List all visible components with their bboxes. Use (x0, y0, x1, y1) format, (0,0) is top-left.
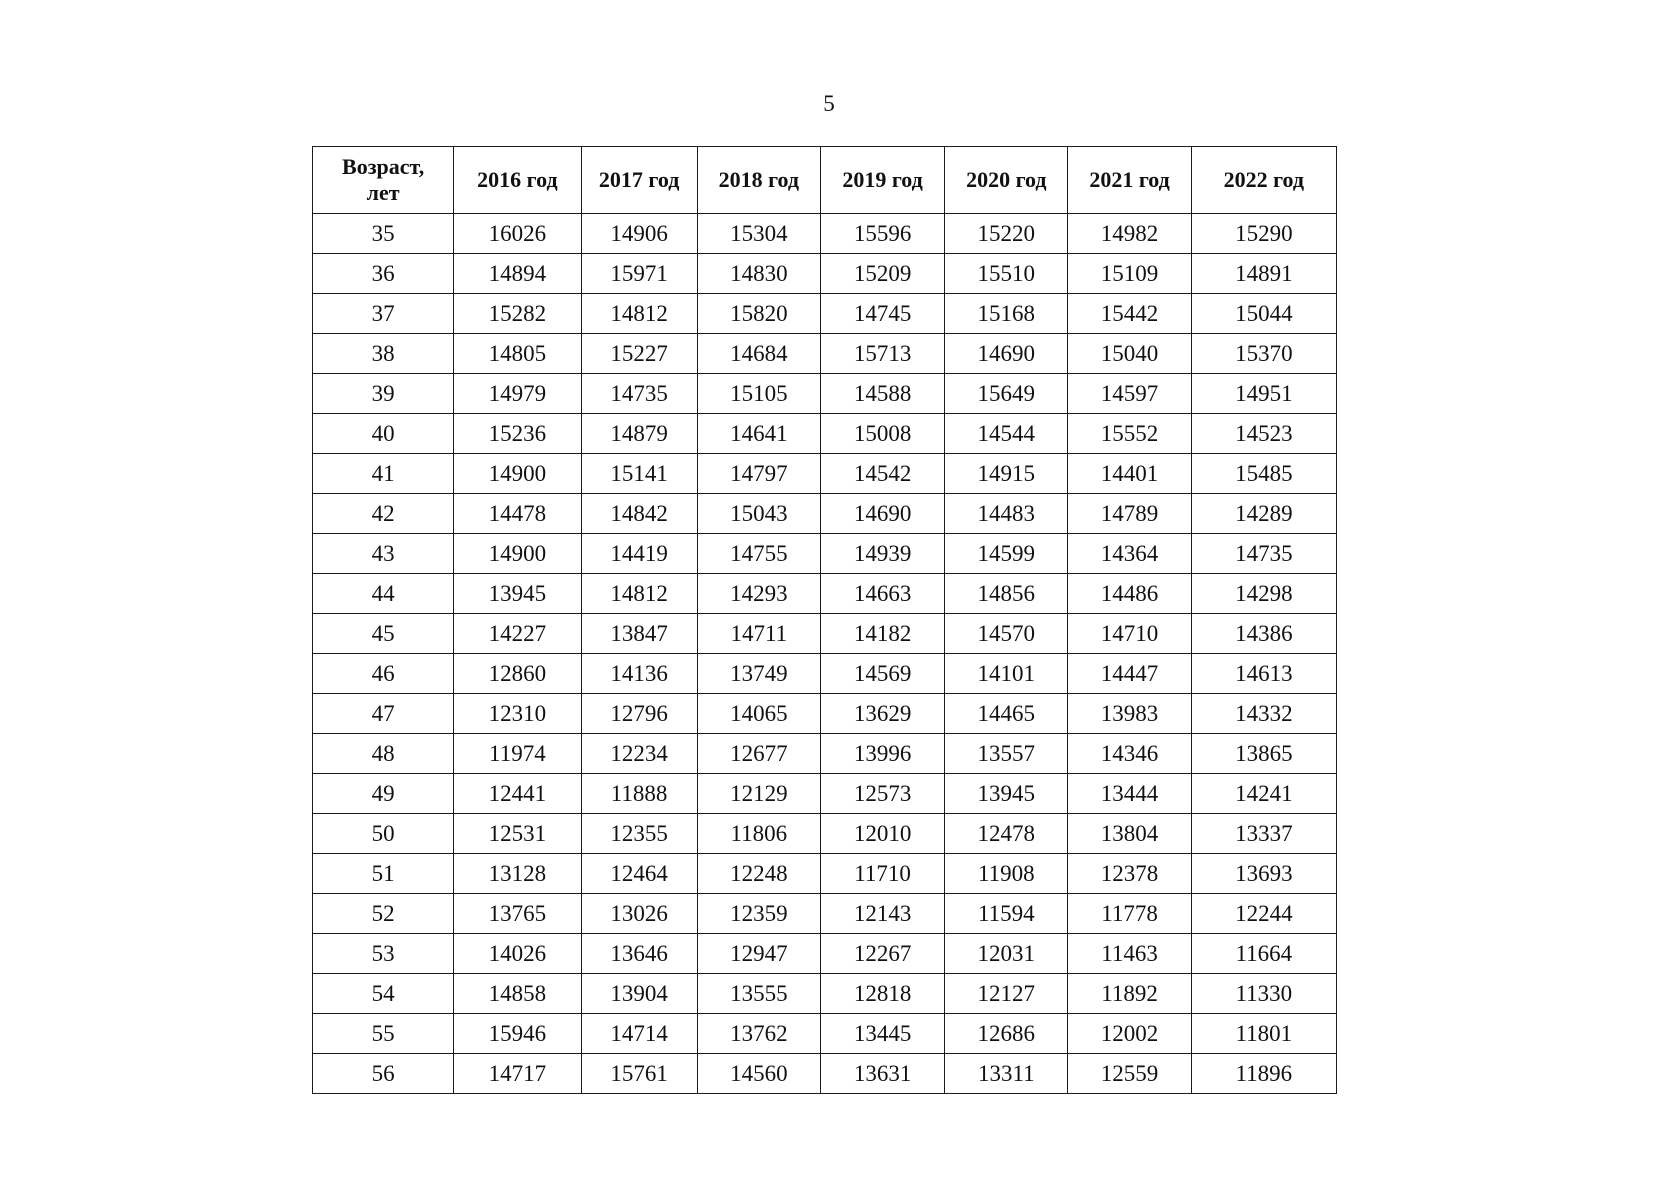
value-cell: 14879 (581, 414, 697, 454)
value-cell: 11908 (945, 854, 1068, 894)
value-cell: 12267 (820, 934, 944, 974)
age-cell: 55 (313, 1014, 454, 1054)
value-cell: 13847 (581, 614, 697, 654)
value-cell: 14289 (1191, 494, 1336, 534)
value-cell: 13555 (697, 974, 820, 1014)
value-cell: 15044 (1191, 294, 1336, 334)
value-cell: 13865 (1191, 734, 1336, 774)
value-cell: 14364 (1068, 534, 1191, 574)
value-cell: 14745 (820, 294, 944, 334)
value-cell: 14613 (1191, 654, 1336, 694)
table-row (313, 414, 1337, 454)
value-cell: 15236 (454, 414, 581, 454)
population-by-age-table (312, 146, 1337, 1094)
table-row (313, 494, 1337, 534)
table-row (313, 694, 1337, 734)
value-cell: 14570 (945, 614, 1068, 654)
value-cell: 12464 (581, 854, 697, 894)
age-cell: 43 (313, 534, 454, 574)
value-cell: 14711 (697, 614, 820, 654)
value-cell: 15282 (454, 294, 581, 334)
value-cell: 14641 (697, 414, 820, 454)
value-cell: 13629 (820, 694, 944, 734)
value-cell: 15761 (581, 1054, 697, 1094)
value-cell: 12234 (581, 734, 697, 774)
age-cell: 42 (313, 494, 454, 534)
header-year: 2021 год (1068, 147, 1191, 214)
value-cell: 14915 (945, 454, 1068, 494)
table-row (313, 534, 1337, 574)
value-cell: 15141 (581, 454, 697, 494)
age-cell: 37 (313, 294, 454, 334)
value-cell: 11710 (820, 854, 944, 894)
value-cell: 12031 (945, 934, 1068, 974)
value-cell: 14523 (1191, 414, 1336, 454)
header-age-line2: лет (366, 180, 400, 205)
value-cell: 15040 (1068, 334, 1191, 374)
age-cell: 50 (313, 814, 454, 854)
value-cell: 14241 (1191, 774, 1336, 814)
value-cell: 14298 (1191, 574, 1336, 614)
table-body (313, 214, 1337, 1094)
value-cell: 15971 (581, 254, 697, 294)
header-year: 2018 год (697, 147, 820, 214)
age-cell: 52 (313, 894, 454, 934)
value-cell: 14982 (1068, 214, 1191, 254)
value-cell: 14710 (1068, 614, 1191, 654)
value-cell: 14544 (945, 414, 1068, 454)
header-year: 2019 год (820, 147, 944, 214)
table-row (313, 734, 1337, 774)
age-cell: 44 (313, 574, 454, 614)
value-cell: 11806 (697, 814, 820, 854)
value-cell: 15227 (581, 334, 697, 374)
table-row (313, 454, 1337, 494)
value-cell: 12359 (697, 894, 820, 934)
value-cell: 14293 (697, 574, 820, 614)
value-cell: 14483 (945, 494, 1068, 534)
age-cell: 35 (313, 214, 454, 254)
header-age (313, 147, 454, 214)
age-cell: 45 (313, 614, 454, 654)
value-cell: 14386 (1191, 614, 1336, 654)
header-age-line1: Возраст, (342, 154, 425, 179)
value-cell: 13337 (1191, 814, 1336, 854)
value-cell: 13945 (945, 774, 1068, 814)
value-cell: 14951 (1191, 374, 1336, 414)
value-cell: 13693 (1191, 854, 1336, 894)
value-cell: 11974 (454, 734, 581, 774)
value-cell: 11892 (1068, 974, 1191, 1014)
value-cell: 12677 (697, 734, 820, 774)
value-cell: 14789 (1068, 494, 1191, 534)
value-cell: 11594 (945, 894, 1068, 934)
value-cell: 14755 (697, 534, 820, 574)
value-cell: 12947 (697, 934, 820, 974)
value-cell: 14735 (581, 374, 697, 414)
value-cell: 11463 (1068, 934, 1191, 974)
table-row (313, 654, 1337, 694)
value-cell: 14346 (1068, 734, 1191, 774)
value-cell: 13646 (581, 934, 697, 974)
value-cell: 15168 (945, 294, 1068, 334)
value-cell: 15442 (1068, 294, 1191, 334)
table-row (313, 294, 1337, 334)
table-row (313, 774, 1337, 814)
age-cell: 54 (313, 974, 454, 1014)
table-row (313, 894, 1337, 934)
value-cell: 13557 (945, 734, 1068, 774)
value-cell: 12378 (1068, 854, 1191, 894)
value-cell: 14717 (454, 1054, 581, 1094)
value-cell: 15105 (697, 374, 820, 414)
value-cell: 14735 (1191, 534, 1336, 574)
value-cell: 16026 (454, 214, 581, 254)
value-cell: 14136 (581, 654, 697, 694)
value-cell: 11330 (1191, 974, 1336, 1014)
age-cell: 36 (313, 254, 454, 294)
value-cell: 13762 (697, 1014, 820, 1054)
value-cell: 15946 (454, 1014, 581, 1054)
value-cell: 15290 (1191, 214, 1336, 254)
value-cell: 14560 (697, 1054, 820, 1094)
value-cell: 14939 (820, 534, 944, 574)
value-cell: 14486 (1068, 574, 1191, 614)
value-cell: 14856 (945, 574, 1068, 614)
value-cell: 15109 (1068, 254, 1191, 294)
value-cell: 13765 (454, 894, 581, 934)
value-cell: 14569 (820, 654, 944, 694)
value-cell: 14599 (945, 534, 1068, 574)
value-cell: 12573 (820, 774, 944, 814)
value-cell: 13026 (581, 894, 697, 934)
value-cell: 14979 (454, 374, 581, 414)
age-cell: 46 (313, 654, 454, 694)
value-cell: 14858 (454, 974, 581, 1014)
value-cell: 14842 (581, 494, 697, 534)
age-cell: 39 (313, 374, 454, 414)
header-year: 2022 год (1191, 147, 1336, 214)
value-cell: 14332 (1191, 694, 1336, 734)
value-cell: 15713 (820, 334, 944, 374)
value-cell: 15820 (697, 294, 820, 334)
age-cell: 38 (313, 334, 454, 374)
header-year: 2020 год (945, 147, 1068, 214)
table-row (313, 614, 1337, 654)
value-cell: 14401 (1068, 454, 1191, 494)
value-cell: 13311 (945, 1054, 1068, 1094)
value-cell: 14894 (454, 254, 581, 294)
table-row (313, 374, 1337, 414)
value-cell: 14797 (697, 454, 820, 494)
value-cell: 14891 (1191, 254, 1336, 294)
value-cell: 14805 (454, 334, 581, 374)
table-row (313, 974, 1337, 1014)
value-cell: 12129 (697, 774, 820, 814)
value-cell: 15370 (1191, 334, 1336, 374)
value-cell: 14663 (820, 574, 944, 614)
value-cell: 15649 (945, 374, 1068, 414)
value-cell: 13904 (581, 974, 697, 1014)
value-cell: 14900 (454, 534, 581, 574)
value-cell: 13749 (697, 654, 820, 694)
age-cell: 48 (313, 734, 454, 774)
table-row (313, 254, 1337, 294)
value-cell: 12796 (581, 694, 697, 734)
value-cell: 14026 (454, 934, 581, 974)
value-cell: 14065 (697, 694, 820, 734)
value-cell: 13996 (820, 734, 944, 774)
value-cell: 14684 (697, 334, 820, 374)
value-cell: 12002 (1068, 1014, 1191, 1054)
table-row (313, 334, 1337, 374)
age-cell: 49 (313, 774, 454, 814)
table-row (313, 814, 1337, 854)
value-cell: 15596 (820, 214, 944, 254)
value-cell: 15043 (697, 494, 820, 534)
value-cell: 13945 (454, 574, 581, 614)
header-year: 2017 год (581, 147, 697, 214)
age-cell: 40 (313, 414, 454, 454)
value-cell: 14419 (581, 534, 697, 574)
value-cell: 15485 (1191, 454, 1336, 494)
value-cell: 12860 (454, 654, 581, 694)
age-cell: 51 (313, 854, 454, 894)
value-cell: 12143 (820, 894, 944, 934)
value-cell: 13444 (1068, 774, 1191, 814)
value-cell: 14690 (945, 334, 1068, 374)
value-cell: 13804 (1068, 814, 1191, 854)
value-cell: 15220 (945, 214, 1068, 254)
value-cell: 12244 (1191, 894, 1336, 934)
value-cell: 14812 (581, 574, 697, 614)
value-cell: 13631 (820, 1054, 944, 1094)
table-row (313, 214, 1337, 254)
value-cell: 15008 (820, 414, 944, 454)
value-cell: 14714 (581, 1014, 697, 1054)
age-cell: 47 (313, 694, 454, 734)
value-cell: 12127 (945, 974, 1068, 1014)
value-cell: 14588 (820, 374, 944, 414)
value-cell: 11896 (1191, 1054, 1336, 1094)
table-header-row (313, 147, 1337, 214)
value-cell: 14227 (454, 614, 581, 654)
value-cell: 14906 (581, 214, 697, 254)
value-cell: 15304 (697, 214, 820, 254)
value-cell: 14542 (820, 454, 944, 494)
value-cell: 14900 (454, 454, 581, 494)
value-cell: 11778 (1068, 894, 1191, 934)
value-cell: 12248 (697, 854, 820, 894)
value-cell: 11664 (1191, 934, 1336, 974)
value-cell: 14597 (1068, 374, 1191, 414)
value-cell: 12531 (454, 814, 581, 854)
value-cell: 14478 (454, 494, 581, 534)
value-cell: 14830 (697, 254, 820, 294)
age-cell: 41 (313, 454, 454, 494)
value-cell: 13445 (820, 1014, 944, 1054)
age-cell: 56 (313, 1054, 454, 1094)
value-cell: 14447 (1068, 654, 1191, 694)
value-cell: 11888 (581, 774, 697, 814)
value-cell: 14101 (945, 654, 1068, 694)
value-cell: 11801 (1191, 1014, 1336, 1054)
value-cell: 12818 (820, 974, 944, 1014)
value-cell: 12686 (945, 1014, 1068, 1054)
value-cell: 12441 (454, 774, 581, 814)
value-cell: 14812 (581, 294, 697, 334)
value-cell: 14690 (820, 494, 944, 534)
value-cell: 15552 (1068, 414, 1191, 454)
value-cell: 14182 (820, 614, 944, 654)
value-cell: 12010 (820, 814, 944, 854)
value-cell: 14465 (945, 694, 1068, 734)
age-cell: 53 (313, 934, 454, 974)
header-year: 2016 год (454, 147, 581, 214)
table-row (313, 934, 1337, 974)
table-row (313, 1014, 1337, 1054)
value-cell: 13983 (1068, 694, 1191, 734)
page-number: 5 (823, 91, 835, 116)
table-row (313, 854, 1337, 894)
value-cell: 15209 (820, 254, 944, 294)
table-row (313, 1054, 1337, 1094)
value-cell: 12478 (945, 814, 1068, 854)
value-cell: 13128 (454, 854, 581, 894)
value-cell: 15510 (945, 254, 1068, 294)
table-row (313, 574, 1337, 614)
value-cell: 12355 (581, 814, 697, 854)
value-cell: 12310 (454, 694, 581, 734)
value-cell: 12559 (1068, 1054, 1191, 1094)
